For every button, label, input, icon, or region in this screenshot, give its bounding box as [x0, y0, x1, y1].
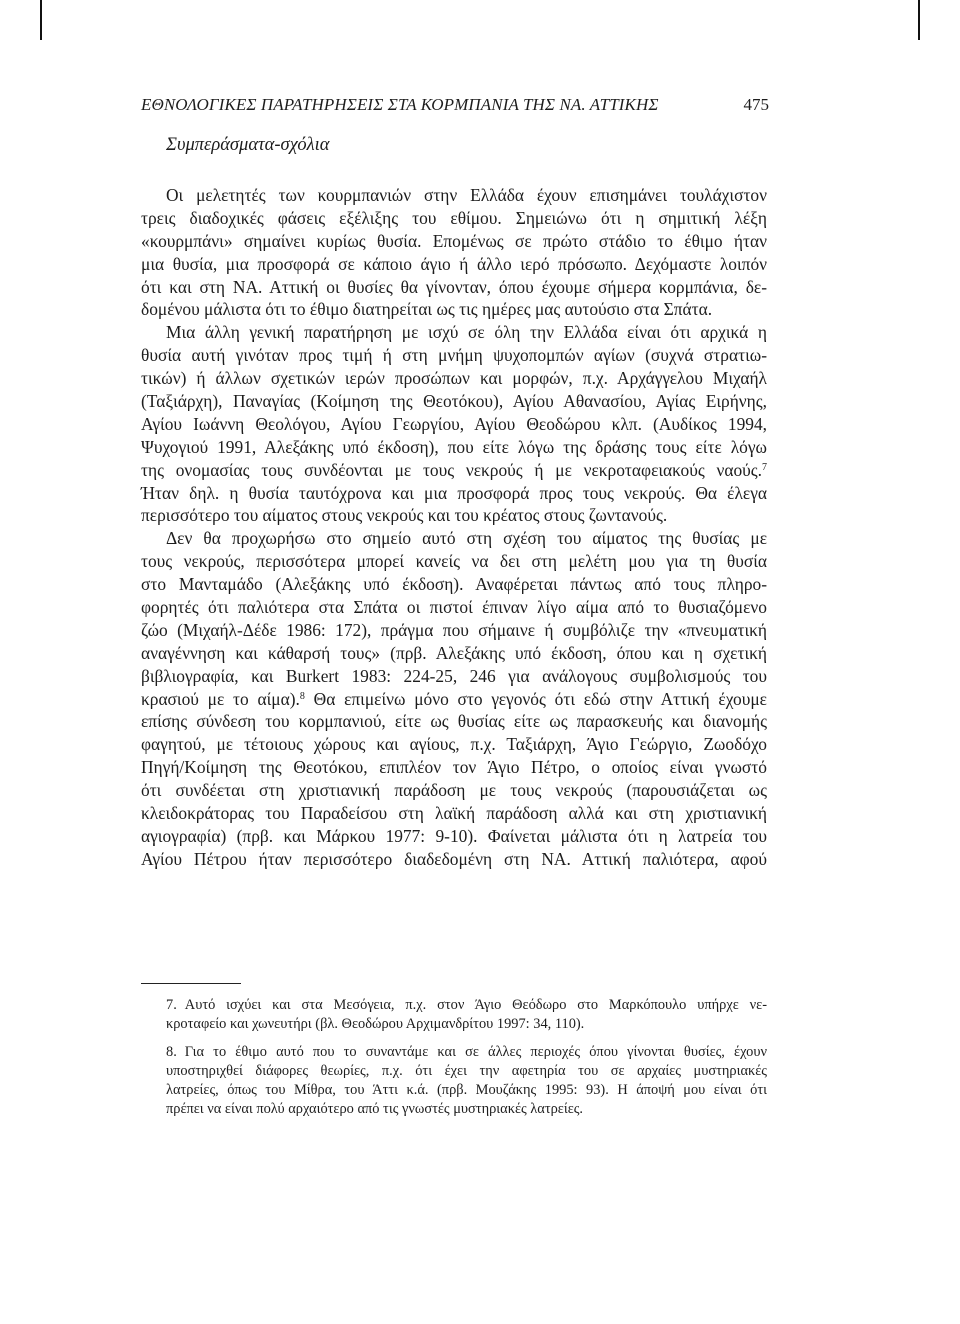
body-line: τους νεκρούς, περισσότερα μπορεί κανείς να δει στη μελέτη μου για τη θυσία [141, 551, 767, 572]
body-line: δομένου μάλιστα ότι το έθιμο διατηρείται ως τις ημέρες μας αυτούσιο στα Σπάτα. [141, 299, 713, 320]
body-line [141, 688, 767, 711]
footnote-text: Αυτό ισχύει και στα Μεσόγεια, π.χ. στον Άγιο Θεόδωρο στο Μαρκόπουλο υπήρχε νε- [184, 997, 767, 1013]
crop-mark-left [40, 0, 42, 40]
footnote-separator [141, 983, 241, 984]
body-line: αναγέννηση και κάθαρσή τους» (πρβ. Αλεξάκης υπό έκδοση, όπου και η σχετική [141, 642, 767, 663]
body-line: ζώο (Μιχαήλ-Δέδε 1986: 172), πράγμα που σήμαινε ή συμβόλιζε την «πνευματική [141, 619, 767, 640]
body-line: Ήταν δηλ. η θυσία ταυτόχρονα και μια προσφορά προς τους νεκρούς. Θα έλεγα [141, 482, 767, 503]
footnote-8 [166, 1043, 767, 1119]
body-line [141, 459, 767, 482]
body-line: φορητές ότι παλιότερα στα Σπάτα οι πιστοί έπιναν λίγο αίμα από το θυσιαζόμενο [141, 597, 767, 618]
body-line: επίσης σύνδεση του κορμπανιού, είτε ως θυσίας είτε ως παρασκευής και διανομής [141, 711, 767, 732]
footnote-line: λατρείες, όπως του Μίθρα, του Άττι κ.ά. (πρβ. Μουζάκης 1995: 93). Η άποψή μου είναι ότι [166, 1082, 767, 1098]
footnote-line: πρέπει να είναι πολύ αρχαιότερο από τις γνωστές μυστηριακές λατρείες. [166, 1101, 584, 1117]
body-line: Αγίου Πέτρου ήταν περισσότερο διαδεδομένη στη ΝΑ. Αττική παλιότερα, αφού [141, 848, 767, 869]
body-line: Οι μελετητές των κουρμπανιών στην Ελλάδα έχουν επισημάνει τουλάχιστον [166, 185, 767, 205]
body-line: τικών) ή άλλων σχετικών ιερών προσώπων και μορφών, π.χ. Αρχάγγελου Μιχαήλ [141, 368, 767, 389]
footnote-line: υποστηριχθεί διάφορες θεωρίες, π.χ. ότι έχει την αφετηρία του σε αρχαίες μυστηριακές [166, 1063, 767, 1079]
body-line: περισσότερο του αίματος στους νεκρούς και του κρέατος στους ζωντανούς. [141, 505, 668, 526]
footnotes [166, 996, 767, 1128]
page-number: 475 [743, 95, 769, 114]
body-line: φαγητού, με τέτοιους χώρους και αγίους, π.χ. Ταξιάρχη, Άγιο Γεώργιο, Ζωοδόχο [141, 734, 767, 755]
body-line: κλειδοκράτορας του Παραδείσου στη λαϊκή παράδοση αλλά και στη χριστιανική [141, 803, 767, 824]
body-line: μια θυσία, μια προσφορά σε κάποιο άγιο ή άλλο ιερό πρόσωπο. Δεχόμαστε λοιπόν [141, 253, 767, 274]
body-line-text: κρασιού με το αίμα). [141, 688, 300, 709]
footnote-line [166, 1043, 767, 1062]
body-line: θυσία αυτή γινόταν προς τιμή ή στη μνήμη ψυχοπομπών αγίων (συχνά στρατιω- [141, 345, 767, 366]
body-line: τρεις διαδοχικές φάσεις εξέλιξης του εθίμου. Σημειώνω ότι η σημιτική λέξη [141, 207, 767, 228]
body-line: (Ταξιάρχη), Παναγίας (Κοίμηση της Θεοτόκου), Αγίου Αθανασίου, Αγίας Ειρήνης, [141, 391, 767, 412]
body-line: Δεν θα προχωρήσω στο σημείο αυτό στη σχέση του αίματος της θυσίας με [166, 528, 767, 549]
running-header [141, 95, 769, 121]
section-title: Συμπεράσματα-σχόλια [166, 135, 330, 155]
footnote-number: 8. [166, 1044, 177, 1060]
running-header-title: ΕΘΝΟΛΟΓΙΚΕΣ ΠΑΡΑΤΗΡΗΣΕΙΣ ΣΤΑ ΚΟΡΜΠΑΝΙΑ ΤΗΣ ΝΑ. ΑΤΤΙΚΗΣ [141, 95, 659, 114]
footnote-7 [166, 996, 767, 1034]
body-line-text: Θα επιμείνω μόνο στο γεγονός ότι εδώ στην Αττική έχουμε [304, 688, 767, 709]
body-line: Αγίου Ιωάννη Θεολόγου, Αγίου Γεωργίου, Αγίου Θεοδώρου κλπ. (Αυδίκος 1994, [141, 413, 767, 434]
body-line: στο Μανταμάδο (Αλεξάκης υπό έκδοση). Αναφέρεται πάντως από τους πληρο- [141, 574, 767, 595]
footnote-line: κροταφείο και χωνευτήρι (βλ. Θεοδώρου Αρχιμανδρίτου 1997: 34, 110). [166, 1016, 585, 1032]
body-line: Πηγή/Κοίμηση της Θεοτόκου, επιπλέον τον Άγιο Πέτρο, ο οποίος είναι γνωστό [141, 757, 767, 778]
crop-mark-right [918, 0, 920, 40]
body-line: Μια άλλη γενική παρατήρηση με ισχύ σε όλη την Ελλάδα είναι ότι αρχικά η [166, 322, 767, 343]
body-line: ότι συνδέεται στη χριστιανική παράδοση με τους νεκρούς (παρουσιάζεται ως [141, 780, 767, 801]
body-line: ότι και στη ΝΑ. Αττική οι θυσίες θα γίνονταν, όπου έχουμε σήμερα κορμπάνια, δε- [141, 276, 767, 297]
footnote-ref-7: 7 [762, 461, 767, 473]
footnote-ref-8: 8 [299, 690, 305, 702]
body-line: αγιογραφία) (πρβ. και Μάρκου 1977: 9-10). Φαίνεται μάλιστα ότι η λατρεία του [141, 825, 767, 846]
footnote-text: Για το έθιμο αυτό που το συναντάμε και σε άλλες περιοχές όπου γίνονται θυσίες, έχουν [184, 1044, 767, 1060]
body-line: «κουρμπάνι» σημαίνει κυρίως θυσία. Επομένως σε πρώτο στάδιο το έθιμο ήταν [141, 230, 767, 251]
footnote-number: 7. [166, 997, 177, 1013]
footnote-line [166, 996, 767, 1015]
body-line-text: της ονομασίας τους συνδέονται με τους νεκρούς ή με νεκροταφειακούς ναούς. [141, 459, 762, 480]
body-text [141, 184, 767, 871]
body-line: Ψυχογιού 1991, Αλεξάκης υπό έκδοση), που είτε λόγω της δράσης τους είτε λόγω [141, 436, 767, 457]
body-line: βιβλιογραφία, και Burkert 1983: 224-25, 246 για ανάλογους συμβολισμούς του [141, 665, 767, 686]
